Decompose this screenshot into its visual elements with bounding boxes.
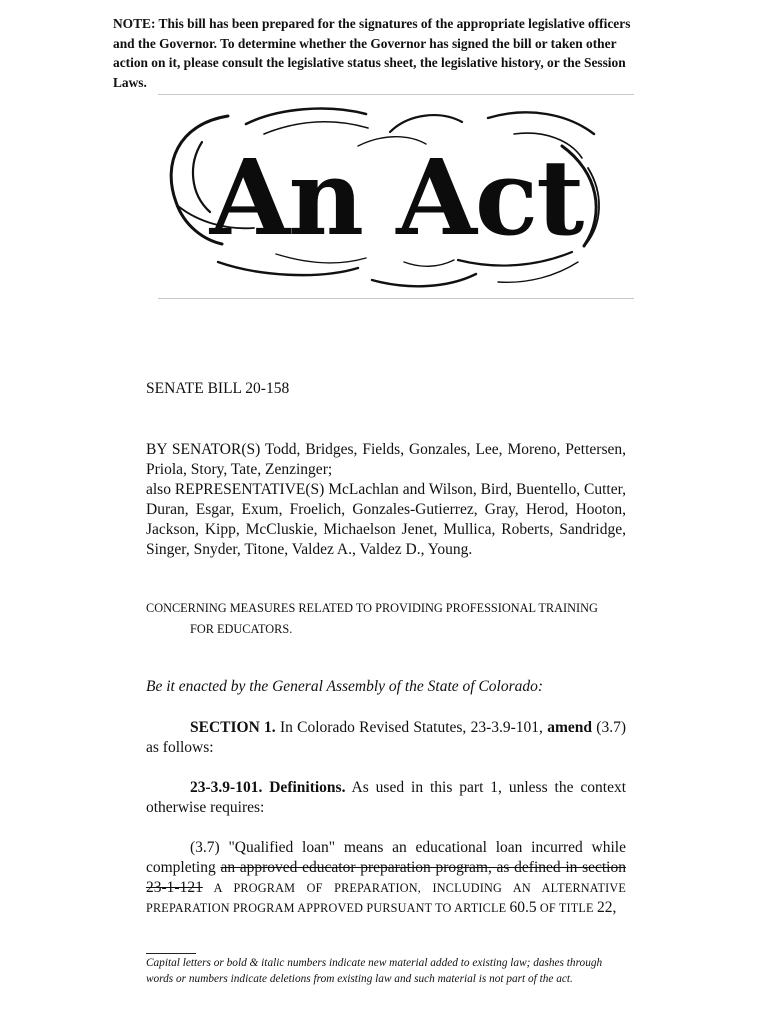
an-act-banner — [158, 94, 634, 300]
section-1-text: In Colorado Revised Statutes, 23-3.9-101, — [275, 719, 548, 736]
amend-keyword: amend — [547, 719, 592, 736]
senate-sponsors: BY SENATOR(S) Todd, Bridges, Fields, Gonzales, Lee, Moreno, Pettersen, Priola, Story, Tate, Zenzinger; — [146, 441, 626, 478]
an-act-title: An Act — [209, 136, 583, 259]
enacting-clause: Be it enacted by the General Assembly of the State of Colorado: — [146, 678, 544, 695]
bill-number: SENATE BILL 20-158 — [146, 380, 290, 397]
article-number: 60.5 — [509, 899, 537, 916]
added-text-2: OF TITLE — [536, 901, 597, 915]
bill-title — [146, 598, 628, 639]
section-1-text-end: (3.7) as follows: — [146, 719, 626, 756]
section-1-paragraph — [146, 718, 626, 758]
bill-title-line-1: CONCERNING MEASURES RELATED TO PROVIDING PROFESSIONAL TRAINING — [146, 601, 598, 615]
section-1-heading: SECTION 1. — [190, 719, 276, 736]
bill-title-line-2: FOR EDUCATORS. — [190, 621, 293, 636]
footnote: Capital letters or bold & italic numbers indicate new material added to existing law; dashes through words or numbers indicate deletions from existing law and such material is not part of the act. — [146, 957, 603, 985]
definitions-paragraph — [146, 778, 626, 818]
qualified-loan-paragraph — [146, 838, 626, 918]
banner-bottom-rule — [158, 298, 634, 299]
status-note: NOTE: This bill has been prepared for the signatures of the appropriate legislative officers and the Governor. To determine whether the Governor has signed the bill or taken other action on it, please consult the legislative status sheet, the legislative history, or the Session Laws. — [113, 16, 631, 90]
sponsors-block — [146, 440, 626, 560]
deleted-text: an approved educator preparation program, as defined in section 23-1-121 — [146, 859, 626, 896]
definitions-text: As used in this part 1, unless the context otherwise requires: — [146, 779, 627, 816]
added-text: A PROGRAM OF PREPARATION, INCLUDING AN ALTERNATIVE PREPARATION PROGRAM APPROVED PURSUANT TO ARTICLE — [146, 881, 626, 915]
house-sponsors: also REPRESENTATIVE(S) McLachlan and Wilson, Bird, Buentello, Cutter, Duran, Esgar, Exum, Froelich, Gonzales-Gutierrez, Gray, Herod, Hooton, Jackson, Kipp, McCluskie, Michaelson Jenet, Mullica, Roberts, Sandridge, Singer, Snyder, Titone, Valdez A., Valdez D., Young. — [146, 481, 626, 558]
title-number: 22, — [596, 899, 617, 916]
definitions-heading: 23-3.9-101. Definitions. — [190, 779, 346, 796]
qualified-loan-lead: (3.7) "Qualified loan" means an educational loan incurred while completing — [146, 839, 626, 876]
footnote-rule — [146, 953, 196, 954]
